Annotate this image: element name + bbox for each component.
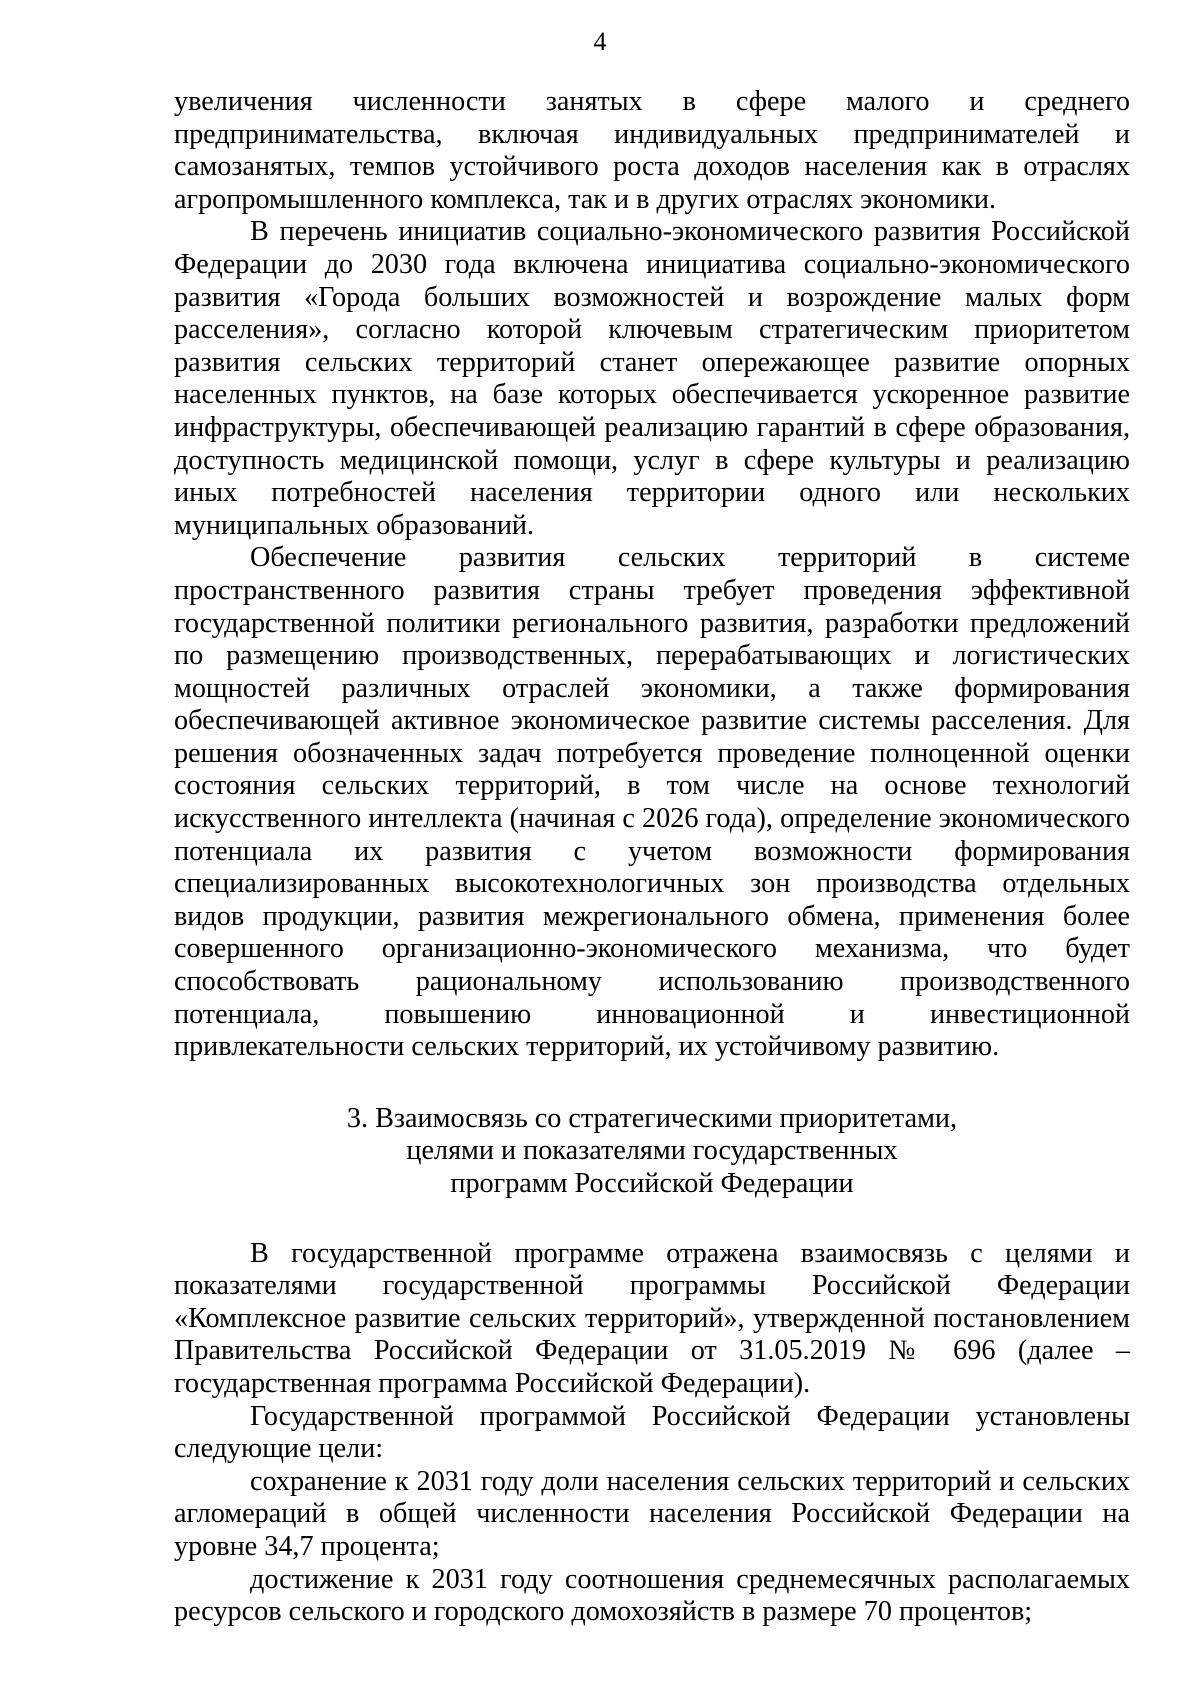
paragraph-goal-income-ratio: достижение к 2031 году соотношения среднемесячных располагаемых ресурсов сельского и городского домохозяйств в размере 70 процентов; [174,1563,1130,1628]
section-heading [174,1103,1130,1201]
paragraph-goals-intro: Государственной программой Российской Федерации установлены следующие цели: [174,1400,1130,1465]
paragraph-continuation: увеличения численности занятых в сфере малого и среднего предпринимательства, включая индивидуальных предпринимателей и самозанятых, темпов устойчивого роста доходов населения как в отраслях агропромышленного комплекса, так и в других отраслях экономики. [174,86,1130,215]
section-heading-line-2: целями и показателями государственных [406,1135,898,1167]
paragraph-rural-development: Обеспечение развития сельских территорий в системе пространственного развития страны требует проведения эффективной государственной политики регионального развития, разработки предложений по размещению производственных, перерабатывающих и логистических мощностей различных отраслей экономики, а также формирования обеспечивающей активное экономическое развитие системы расселения. Для решения обозначенных задач потребуется проведение полноценной оценки состояния сельских территорий, в том числе на основе технологий искусственного интеллекта (начиная с 2026 года), определение экономического потенциала их развития с учетом возможности формирования специализированных высокотехнологичных зон производства отдельных видов продукции, развития межрегионального обмена, применения более совершенного организационно-экономического механизма, что будет способствовать рациональному использованию производственного потенциала, повышению инновационной и инвестиционной привлекательности сельских территорий, их устойчивому развитию. [174,542,1130,1063]
paragraph-initiatives: В перечень инициатив социально-экономического развития Российской Федерации до 2030 года включена инициатива социально-экономического развития «Города больших возможностей и возрождение малых форм расселения», согласно которой ключевым стратегическим приоритетом развития сельских территорий станет опережающее развитие опорных населенных пунктов, на базе которых обеспечивается ускоренное развитие инфраструктуры, обеспечивающей реализацию гарантий в сфере образования, доступность медицинской помощи, услуг в сфере культуры и реализацию иных потребностей населения территории одного или нескольких муниципальных образований. [174,216,1130,541]
document-body [174,86,1130,1629]
paragraph-program-link: В государственной программе отражена взаимосвязь с целями и показателями государственной программы Российской Федерации «Комплексное развитие сельских территорий», утвержденной постановлением Правительства Российской Федерации от 31.05.2019 № 696 (далее – государственная программа Российской Федерации). [174,1237,1130,1399]
section-heading-line-3: программ Российской Федерации [450,1168,854,1199]
page-number: 4 [593,27,607,56]
section-heading-line-1: 3. Взаимосвязь со стратегическими приоритетами, [346,1102,958,1134]
paragraph-goal-population: сохранение к 2031 году доли населения сельских территорий и сельских агломераций в общей численности населения Российской Федерации на уровне 34,7 процента; [174,1465,1130,1562]
